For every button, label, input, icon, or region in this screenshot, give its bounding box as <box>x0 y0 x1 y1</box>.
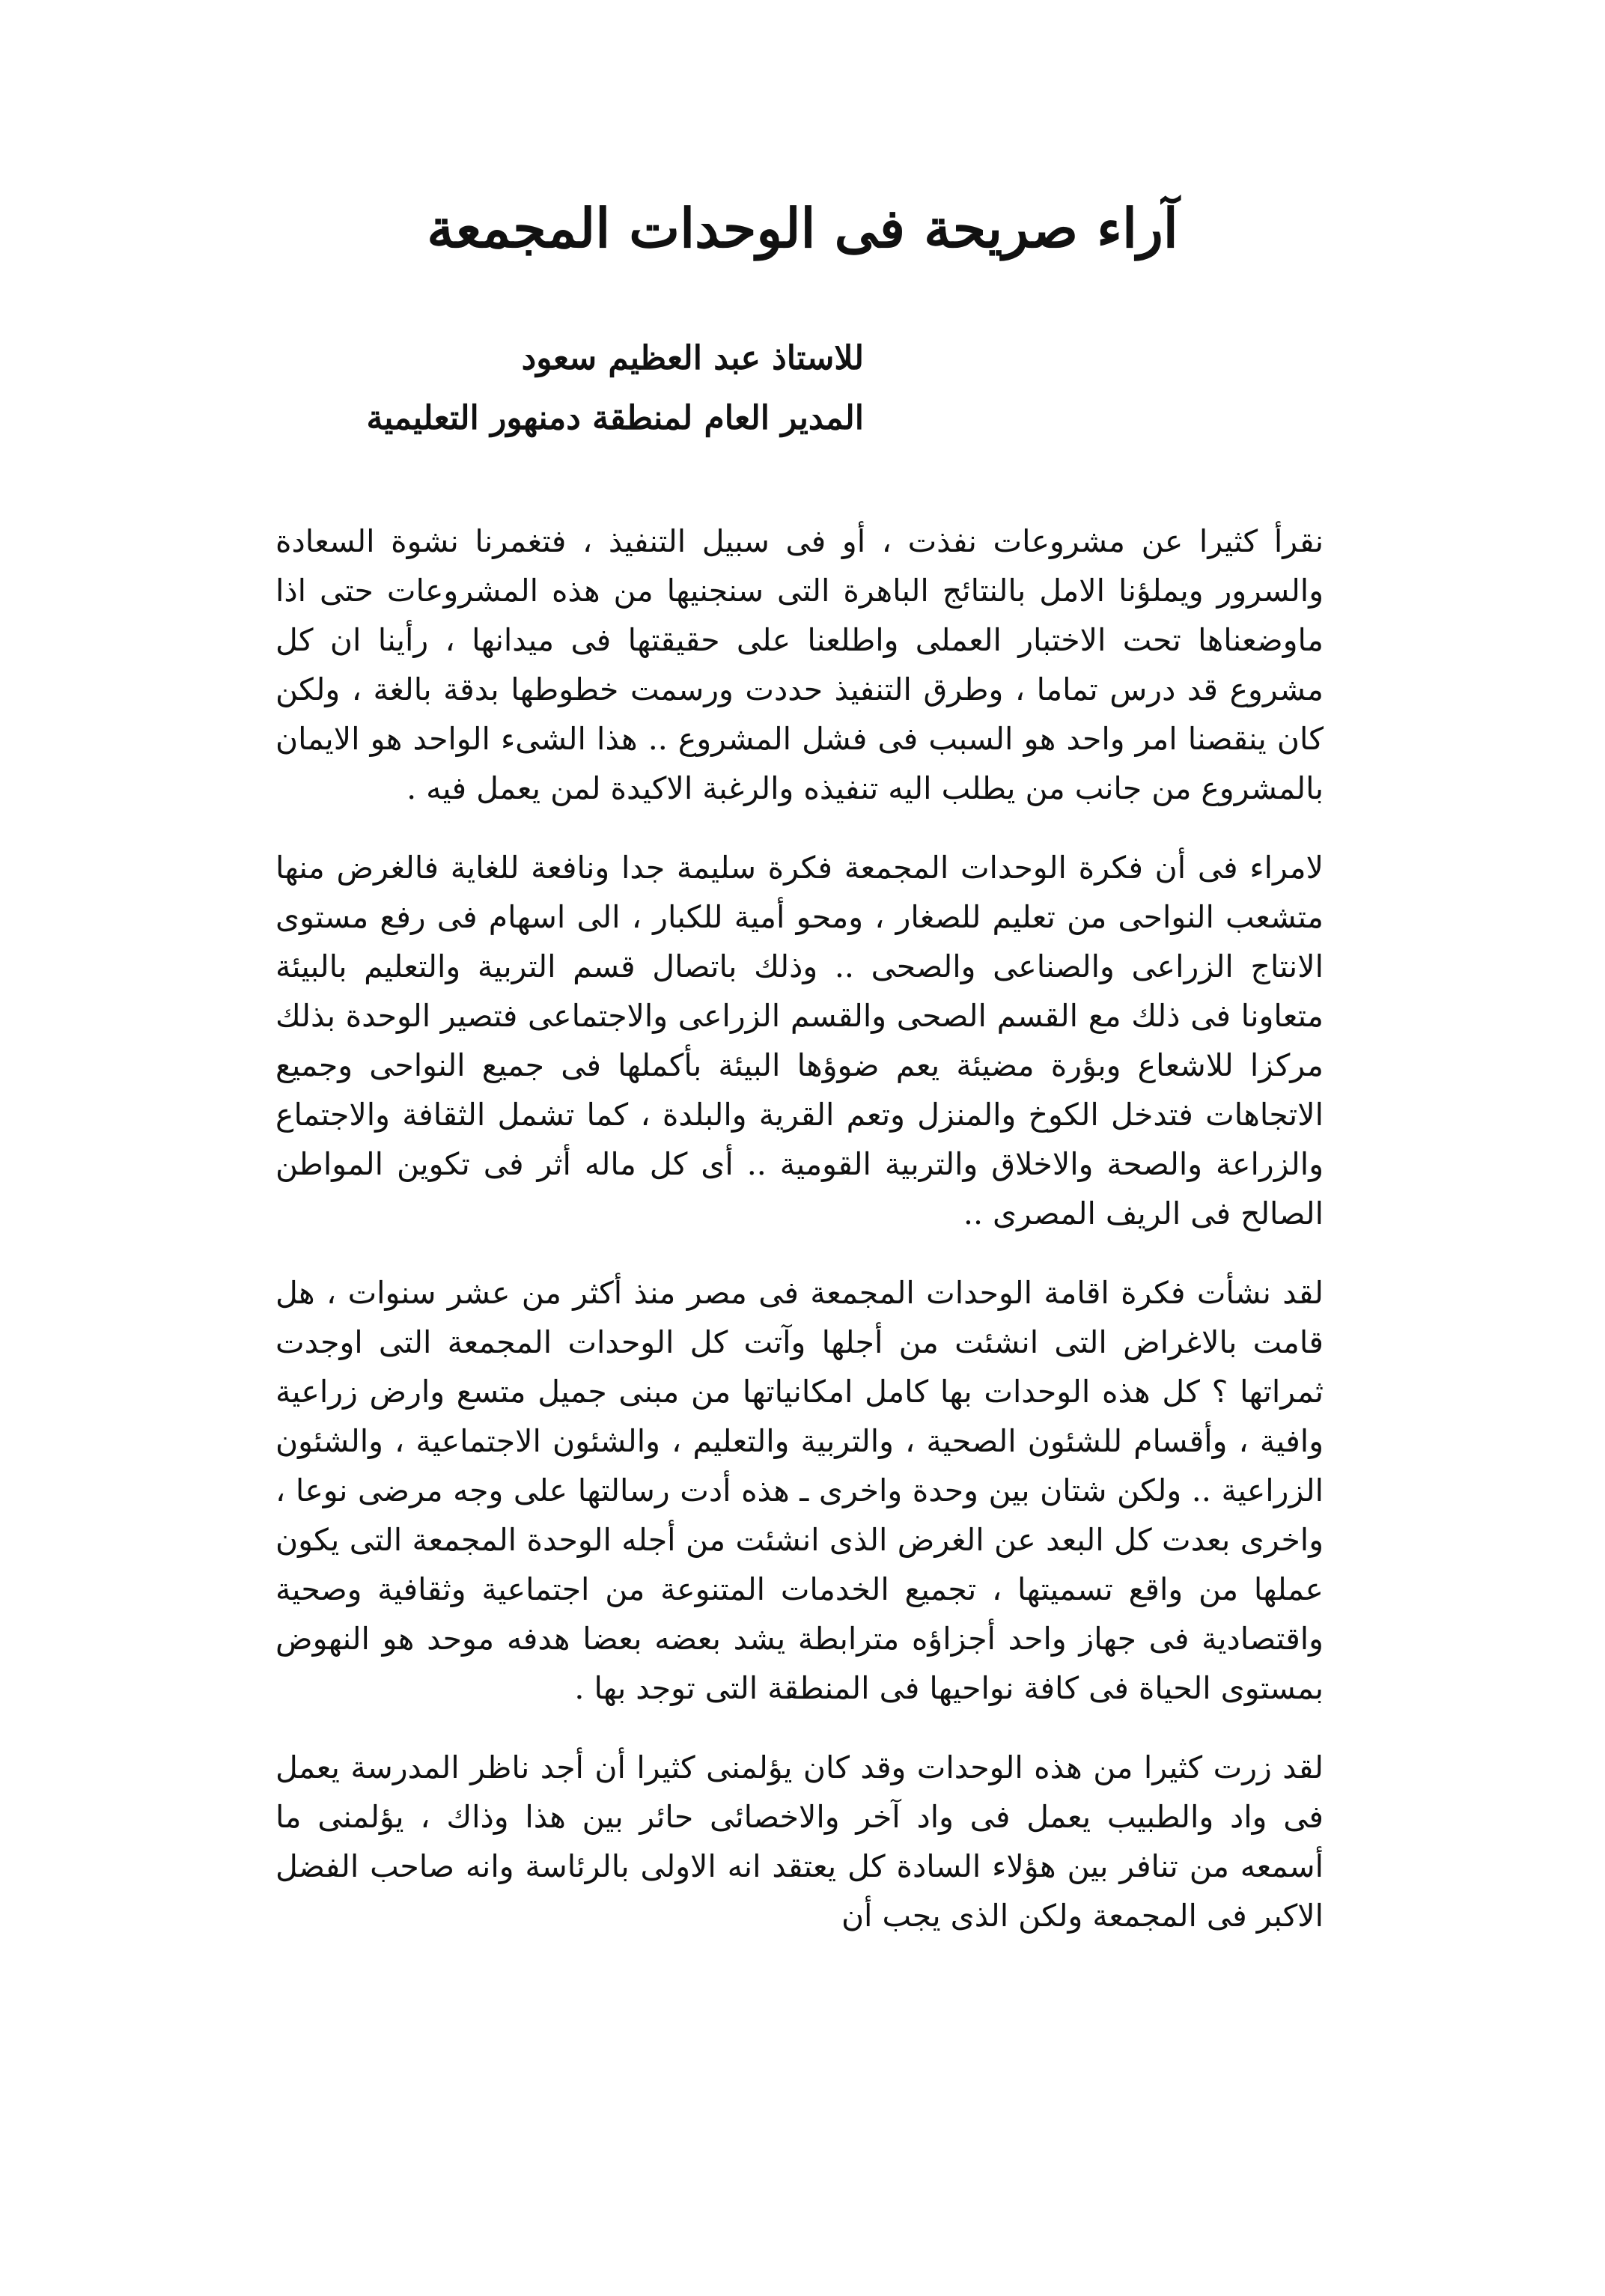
author-name: للاستاذ عبد العظيم سعود <box>521 339 864 377</box>
paragraph: لقد زرت كثيرا من هذه الوحدات وقد كان يؤلمنى كثيرا أن أجد ناظر المدرسة يعمل فى واد والطبيب يعمل فى واد آخر والاخصائى حائر بين هذا وذاك ، يؤلمنى ما أسمعه من تنافر بين هؤلاء السادة كل يعتقد انه الاولى بالرئاسة وانه صاحب الفضل الاكبر فى المجمعة ولكن الذى يجب أن <box>275 1750 1324 1934</box>
paragraph: لقد نشأت فكرة اقامة الوحدات المجمعة فى مصر منذ أكثر من عشر سنوات ، هل قامت بالاغراض التى انشئت من أجلها وآتت كل الوحدات المجمعة التى اوجدت ثمراتها ؟ كل هذه الوحدات بها كامل امكانياتها من مبنى جميل متسع وارض زراعية وافية ، وأقسام للشئون الصحية ، والتربية والتعليم ، والشئون الاجتماعية ، والشئون الزراعية .. ولكن شتان بين وحدة واخرى ـ هذه أدت رسالتها على وجه مرضى نوعا ، واخرى بعدت كل البعد عن الغرض الذى انشئت من أجله الوحدة المجمعة التى يكون عملها من واقع تسميتها ، تجميع الخدمات المتنوعة من اجتماعية وثقافية وصحية واقتصادية فى جهاز واحد أجزاؤه مترابطة يشد بعضه بعضا هدفه موحد هو النهوض بمستوى الحياة فى كافة نواحيها فى المنطقة التى توجد بها . <box>275 1275 1324 1706</box>
article-title: آراء صريحة فى الوحدات المجمعة <box>427 196 1178 260</box>
paragraph: لامراء فى أن فكرة الوحدات المجمعة فكرة سليمة جدا ونافعة للغاية فالغرض منها متشعب النواحى من تعليم للصغار ، ومحو أمية للكبار ، الى اسهام فى رفع مستوى الانتاج الزراعى والصناعى والصحى .. وذلك باتصال قسم التربية والتعليم بالبيئة متعاونا فى ذلك مع القسم الصحى والقسم الزراعى والاجتماعى فتصير الوحدة بذلك مركزا للاشعاع وبؤرة مضيئة يعم ضوؤها البيئة بأكملها فى جميع النواحى وجميع الاتجاهات فتدخل الكوخ والمنزل وتعم القرية والبلدة ، كما تشمل الثقافة والاجتماع والزراعة والصحة والاخلاق والتربية القومية .. أى كل ماله أثر فى تكوين المواطن الصالح فى الريف المصرى .. <box>275 850 1324 1231</box>
author-role: المدير العام لمنطقة دمنهور التعليمية <box>366 398 864 437</box>
article-body <box>275 517 1324 1970</box>
paragraph: نقرأ كثيرا عن مشروعات نفذت ، أو فى سبيل التنفيذ ، فتغمرنا نشوة السعادة والسرور ويملؤنا الامل بالنتائج الباهرة التى سنجنيها من هذه المشروعات حتى اذا ماوضعناها تحت الاختبار العملى واطلعنا على حقيقتها فى ميدانها ، رأينا ان كل مشروع قد درس تماما ، وطرق التنفيذ حددت ورسمت خطوطها بدقة بالغة ، ولكن كان ينقصنا امر واحد هو السبب فى فشل المشروع .. هذا الشىء الواحد هو الايمان بالمشروع من جانب من يطلب اليه تنفيذه والرغبة الاكيدة لمن يعمل فيه . <box>275 523 1324 806</box>
byline <box>366 335 864 441</box>
